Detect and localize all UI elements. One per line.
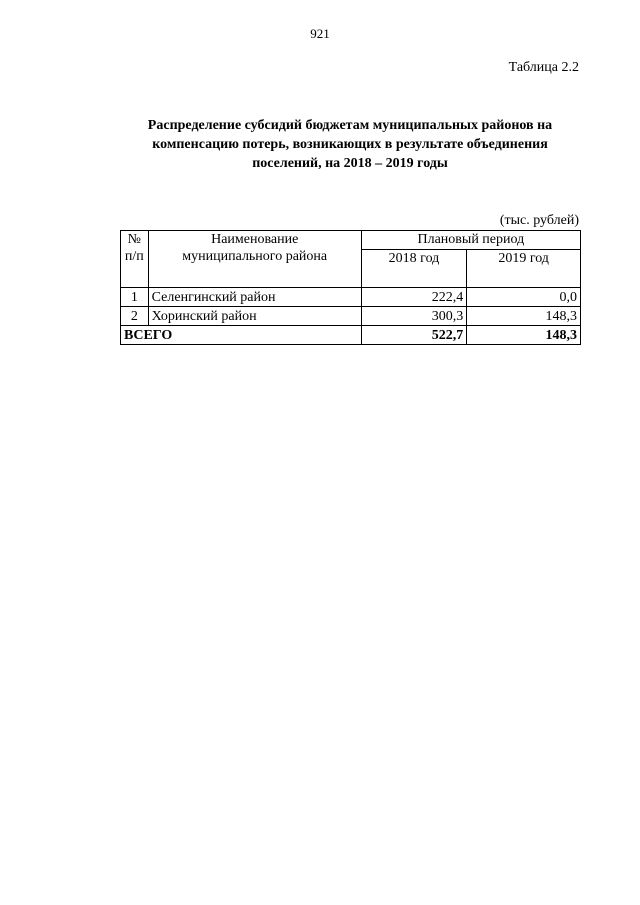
header-number-line-2: п/п [124,249,144,264]
table-header-row [121,231,581,250]
table-row [121,288,581,307]
page-number: 921 [310,26,330,41]
title-line-2: компенсацию потерь, возникающих в результате объединения [152,137,548,152]
table-total-row [121,326,581,345]
title-line-3: поселений, на 2018 – 2019 годы [252,156,448,171]
header-name-line-1: Наименование [211,232,299,247]
table-row [121,307,581,326]
header-year-2019: 2019 год [467,250,581,288]
total-value-2019: 148,3 [467,326,581,345]
subsidies-table [120,230,581,345]
title-line-1: Распределение субсидий бюджетам муниципальных районов на [147,118,553,133]
row-value-2019: 0,0 [467,288,581,307]
header-number [121,231,149,288]
row-number: 1 [121,288,149,307]
document-title [110,116,590,173]
header-year-2018: 2018 год [361,250,467,288]
row-value-2019: 148,3 [467,307,581,326]
header-name [148,231,361,288]
row-district-name: Селенгинский район [148,288,361,307]
row-number: 2 [121,307,149,326]
row-district-name: Хоринский район [148,307,361,326]
units-note: (тыс. рублей) [499,213,579,228]
header-name-line-2: муниципального района [182,249,328,264]
total-value-2018: 522,7 [361,326,467,345]
row-value-2018: 222,4 [361,288,467,307]
header-period: Плановый период [361,231,580,250]
header-number-line-1: № [127,232,141,247]
row-value-2018: 300,3 [361,307,467,326]
total-label: ВСЕГО [121,326,362,345]
table-label: Таблица 2.2 [508,60,579,75]
